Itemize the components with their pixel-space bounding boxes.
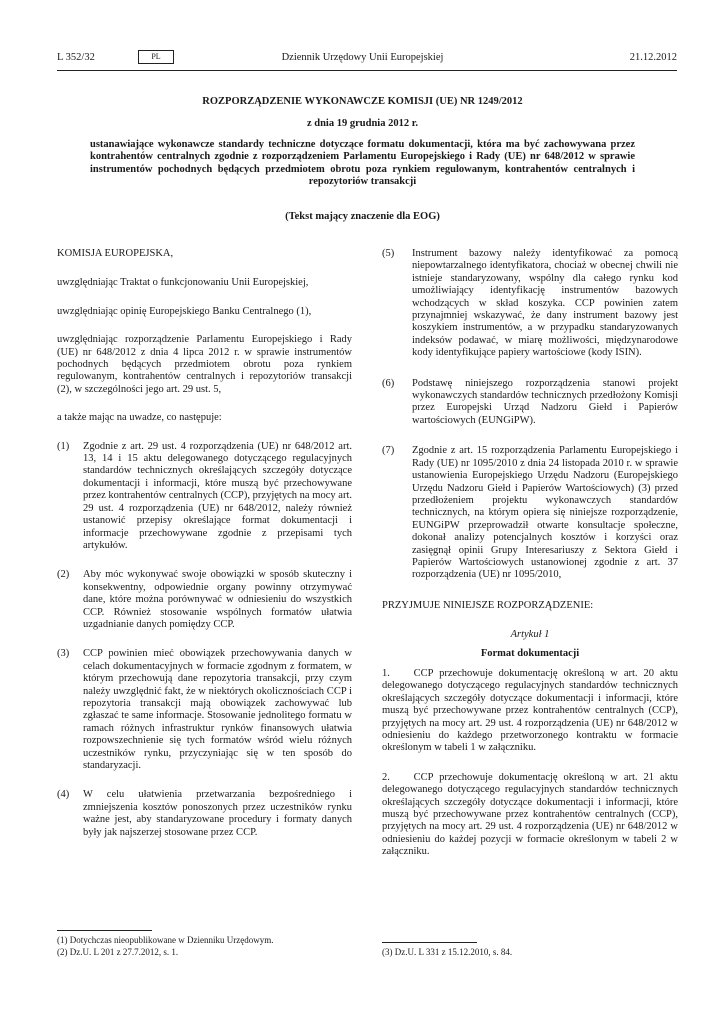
- article-paragraph-1: 1. CCP przechowuje dokumentację określoną w art. 20 aktu delegowanego dotyczącego regulacyjnych standardów technicznych określających szczegóły dotyczące dokumentacji i informacji, które muszą być przechowywane przez kontrahentów centralnych (CCP), przyjętych na mocy art. 29 ust. 4 rozporządzenia (UE) nr 648/2012 w odniesieniu do każdego przetworzonego kontraktu w formacie określonym w tabeli 1 w załączniku.: [382, 667, 681, 754]
- recital-text: Zgodnie z art. 15 rozporządzenia Parlamentu Europejskiego i Rady (UE) nr 1095/2010 z dnia 24 listopada 2010 r. w sprawie ustanowienia Europejskiego Urzędu Nadzoru (Europejskiego Urzędu Nadzoru Giełd i Papierów Wartościowych) (3) przed przedłożeniem projektu wykonawczych standardów technicznych, na którym opiera się niniejsze rozporządzenie, EUNGiPW przeprowadził otwarte konsultacje społeczne, dokonał analizy potencjalnych kosztów i korzyści oraz zasięgnął opinii Grupy Interesariuszy z Sektora Giełd i Papierów Wartościowych ustanowionej zgodnie z art. 37 rozporządzenia (UE) nr 1095/2010,: [412, 445, 678, 581]
- regulation-title: ROZPORZĄDZENIE WYKONAWCZE KOMISJI (UE) NR 1249/2012: [202, 96, 523, 107]
- recital-7: [382, 445, 678, 581]
- recital-number: (2): [57, 569, 70, 581]
- recital-number: (1): [57, 440, 70, 452]
- left-column: [57, 248, 352, 839]
- header-divider: [57, 70, 677, 71]
- recital-text: Zgodnie z art. 29 ust. 4 rozporządzenia (UE) nr 648/2012 art. 13, 14 i 15 aktu delegowanego dotyczącego regulacyjnych standardów technicznych określających szczegóły dotyczące dokumentacji i informacji, które muszą być przechowywane przez kontrahentów centralnych (CCP), przyjętych na mocy art. 29 ust. 4 rozporządzenia (UE) nr 648/2012, należy również ustanowić przepisy określające format dokumentacji i informacje przechowywane zgodnie z przepisami tych artykułów.: [83, 440, 352, 551]
- footnote-text: Dz.U. L 331 z 15.12.2010, s. 84.: [394, 947, 513, 957]
- recital-text: Aby móc wykonywać swoje obowiązki w sposób skuteczny i konsekwentny, odpowiednie organy powinny otrzymywać dane, które można porównywać w odniesieniu do wszystkich CCP. Również stosowanie wspólnych formatów ułatwia uzgadnianie danych pomiędzy CCP.: [83, 569, 352, 630]
- regulation-subject: ustanawiające wykonawcze standardy techniczne dotyczące formatu dokumentacji, która ma być zachowywana przez kontrahentów centralnych zgodnie z rozporządzeniem Parlamentu Europejskiego i Rady (UE) nr 648/2012 w sprawie instrumentów pochodnych będących przedmiotem obrotu poza rynkiem regulowanym, kontrahentów centralnych i repozytoriów transakcji: [90, 139, 635, 188]
- footnote-2: [57, 946, 352, 958]
- adoption-formula: PRZYJMUJE NINIEJSZE ROZPORZĄDZENIE:: [382, 599, 594, 611]
- recital-5: [382, 248, 678, 360]
- recital-text: CCP powinien mieć obowiązek przechowywania danych w celach dokumentacyjnych w formacie zgodnym z formatem, w którym przechowują dane repozytoria transakcji, przy czym należy uwzględnić fakt, że w niektórych okolicznościach CCP i repozytoria transakcji mają obowiązek zachowywać lub zgłaszać te same informacje. Stosowanie jednolitego formatu w ramach różnych infrastruktur rynków finansowych ułatwia rozpowszechnienie się tych formatów wśród wielu różnych uczestników rynku, przyczyniając się w ten sposób do standaryzacji.: [83, 648, 352, 771]
- language-badge: PL: [138, 50, 174, 64]
- recital-text: W celu ułatwienia przetwarzania bezpośredniego i zmniejszenia kosztów ponoszonych przez uczestników rynku ważne jest, aby standaryzowane procedury i formaty danych były jak najszerzej stosowane przez CCP.: [83, 789, 352, 838]
- eea-relevance: (Tekst mający znaczenie dla EOG): [285, 211, 440, 222]
- recital-6: [382, 378, 678, 428]
- publication-date: 21.12.2012: [629, 52, 677, 63]
- recital-number: (6): [382, 377, 395, 389]
- recital-2: [57, 569, 352, 631]
- recital-text: Instrument bazowy należy identyfikować za pomocą niepowtarzalnego identyfikatora, chociaż w obecnej chwili nie istnieje standaryzowany, wspólny dla całego rynku kod umożliwiający identyfikację instrumentów bazowych wchodzących w skład koszyka. CCP powinien zatem przynajmniej wskazywać, że dany instrument bazowy jest koszykiem instrumentów, a w przypadku standaryzowanych indeksów podawać, w miarę możliwości, międzynarodowe kody identyfikujące papiery wartościowe (kody ISIN).: [412, 248, 678, 359]
- recital-4: [57, 789, 352, 839]
- right-column: [382, 248, 681, 859]
- article-paragraph-2: 2. CCP przechowuje dokumentację określoną w art. 21 aktu delegowanego dotyczącego regulacyjnych standardów technicznych określających szczegóły dotyczące dokumentacji i informacji, które muszą być przechowywane przez kontrahentów centralnych (CCP), przyjętych na mocy art. 29 ust. 4 rozporządzenia (UE) nr 648/2012 w odniesieniu do każdej pozycji w formacie określonym w tabeli 2 w załączniku.: [382, 771, 681, 858]
- journal-title: Dziennik Urzędowy Unii Europejskiej: [281, 52, 444, 63]
- footnote-1: [57, 934, 352, 946]
- footnote-text: Dz.U. L 201 z 27.7.2012, s. 1.: [69, 947, 179, 957]
- footnote-mark: (2): [57, 947, 68, 957]
- footnote-divider: [57, 930, 152, 931]
- recitals-intro: a także mając na uwadze, co następuje:: [57, 412, 222, 424]
- citation-regulation: uwzględniając rozporządzenie Parlamentu Europejskiego i Rady (UE) nr 648/2012 z dnia 4 lipca 2012 r. w sprawie instrumentów pochodnych będących przedmiotem obrotu poza rynkiem regulowanym, kontrahentów centralnych i repozytoriów transakcji (2), w szczególności jego art. 29 ust. 5,: [57, 334, 352, 395]
- footnote-divider: [382, 942, 477, 943]
- article-number: Artykuł 1: [510, 629, 550, 641]
- citation-treaty: uwzględniając Traktat o funkcjonowaniu Unii Europejskiej,: [57, 277, 309, 289]
- recital-1: [57, 441, 352, 553]
- right-footnotes: [382, 946, 678, 958]
- recital-number: (5): [382, 248, 395, 259]
- footnote-3: [382, 946, 678, 958]
- footnote-mark: (3): [382, 947, 393, 957]
- article-title: Format dokumentacji: [480, 647, 580, 659]
- citation-ecb: uwzględniając opinię Europejskiego Banku Centralnego (1),: [57, 305, 312, 317]
- recital-number: (4): [57, 789, 70, 801]
- recital-3: [57, 648, 352, 772]
- left-footnotes: [57, 934, 352, 958]
- page-reference: L 352/32: [57, 52, 95, 63]
- regulation-date: z dnia 19 grudnia 2012 r.: [306, 118, 419, 129]
- komisja-label: KOMISJA EUROPEJSKA,: [57, 248, 174, 259]
- recital-number: (7): [382, 445, 395, 457]
- recital-number: (3): [57, 648, 70, 660]
- recital-text: Podstawę niniejszego rozporządzenia stanowi projekt wykonawczych standardów technicznych przedłożony Komisji przez Europejski Urząd Nadzoru Giełd i Papierów wartościowych (EUNGiPW).: [412, 377, 678, 426]
- footnote-text: Dotychczas nieopublikowane w Dzienniku Urzędowym.: [69, 935, 274, 945]
- footnote-mark: (1): [57, 935, 68, 945]
